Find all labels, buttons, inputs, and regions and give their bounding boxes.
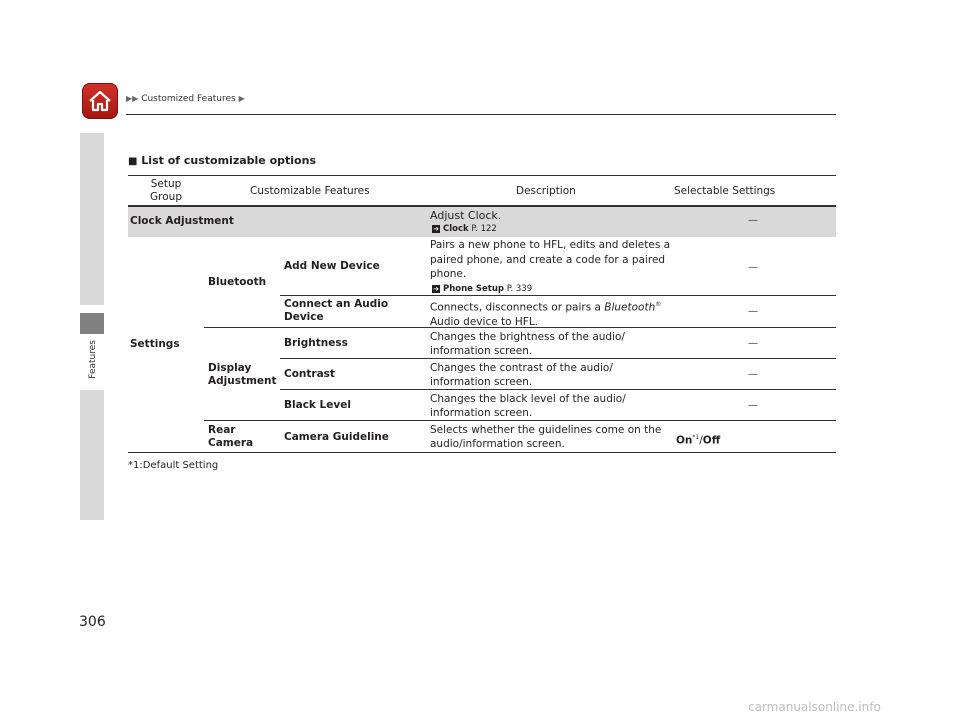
watermark: carmanualsonline.info [748,700,881,714]
clock-group: Clock Adjustment [130,215,234,227]
sidebar-tab-marker [80,313,104,334]
display-adjustment-subgroup: Display Adjustment [208,362,277,387]
contrast-setting: — [748,369,758,380]
row-divider [280,295,836,296]
breadcrumb-item[interactable]: Customized Features [141,94,236,104]
row-divider [280,389,836,390]
home-icon [87,88,113,114]
ref-arrow-icon: ➔ [433,284,439,293]
clock-ref-link[interactable]: ➔ Clock P. 122 [433,224,497,234]
add-new-device-feature: Add New Device [284,260,380,272]
contrast-feature: Contrast [284,368,335,380]
settings-group: Settings [130,338,180,350]
black-level-setting: — [748,400,758,411]
row-divider [280,358,836,359]
rear-camera-subgroup: Rear Camera [208,424,254,449]
sidebar-block [80,390,104,520]
bluetooth-subgroup: Bluetooth [208,276,267,288]
camera-guideline-setting: On$^{*1}$/Off [676,434,721,447]
page-number: 306 [79,614,106,630]
clock-setting: — [748,215,758,226]
row-divider [204,420,836,421]
section-title [128,154,316,167]
header-divider [126,114,836,115]
sidebar-label: Features [88,340,98,379]
camera-guideline-description: Selects whether the guidelines come on the audio/information screen. [430,424,662,450]
brightness-setting: — [748,338,758,349]
ref-arrow-icon: ➔ [433,224,439,233]
connect-audio-description: Connects, disconnects or pairs a Bluetooth® Audio device to HFL. [430,301,662,328]
breadcrumb [126,94,245,104]
breadcrumb-arrow-icon: ▶▶ [126,94,139,103]
clock-description: Adjust Clock. [430,209,502,222]
table-top-rule [128,175,836,176]
add-new-device-description: Pairs a new phone to HFL, edits and deletes a paired phone, and create a code for a paired phone. [430,239,671,280]
add-new-device-setting: — [748,262,758,273]
table-bottom-rule [128,452,836,453]
home-button[interactable] [82,83,118,119]
contrast-description: Changes the contrast of the audio/ information screen. [430,362,613,388]
breadcrumb-arrow-icon: ▶ [238,94,245,103]
footnote: *1:Default Setting [128,460,219,471]
header-customizable-features: Customizable Features [250,185,370,197]
brightness-description: Changes the brightness of the audio/ information screen. [430,331,625,357]
square-bullet-icon: ■ [128,156,138,167]
black-level-feature: Black Level [284,399,351,411]
header-description: Description [516,185,576,197]
sidebar-block [80,133,104,305]
connect-audio-feature: Connect an Audio Device [284,298,389,323]
section-title-text: List of customizable options [141,154,316,167]
brightness-feature: Brightness [284,337,348,349]
camera-guideline-feature: Camera Guideline [284,431,389,443]
header-selectable-settings: Selectable Settings [674,185,776,197]
connect-audio-setting: — [748,306,758,317]
black-level-description: Changes the black level of the audio/ information screen. [430,393,626,419]
row-divider [204,327,836,328]
header-setup-group: Setup Group [150,178,182,203]
phone-setup-ref-link[interactable]: ➔ Phone Setup P. 339 [433,284,533,294]
